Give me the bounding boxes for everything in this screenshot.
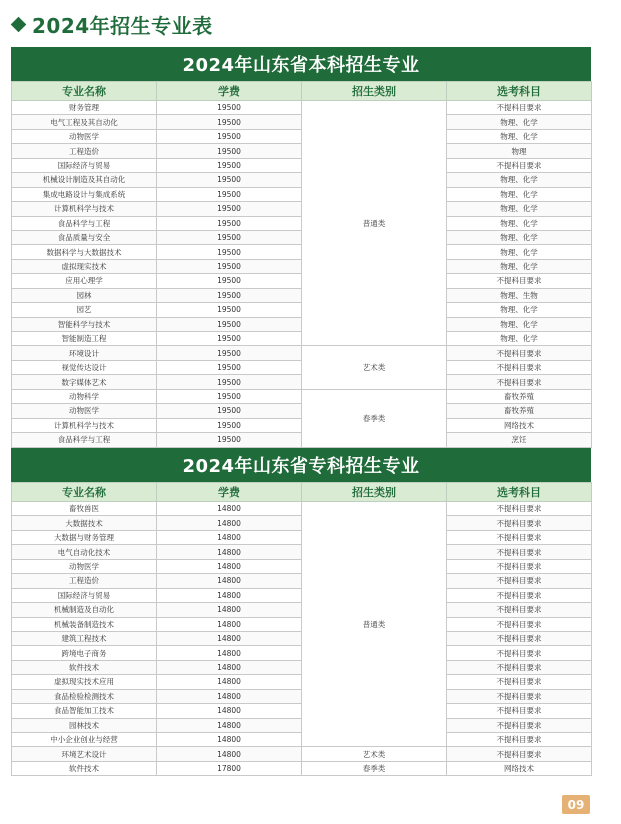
tuition-cell: 14800	[157, 617, 302, 631]
major-cell: 环境设计	[12, 346, 157, 360]
subjects-cell: 不提科目要求	[447, 574, 592, 588]
subjects-cell: 物理、化学	[447, 317, 592, 331]
major-cell: 电气自动化技术	[12, 545, 157, 559]
subjects-cell: 不提科目要求	[447, 516, 592, 530]
major-cell: 食品智能加工技术	[12, 704, 157, 718]
tuition-cell: 19500	[157, 288, 302, 302]
subjects-cell: 网络技术	[447, 761, 592, 775]
major-cell: 动物医学	[12, 129, 157, 143]
tuition-cell: 14800	[157, 545, 302, 559]
header-tuition: 学费	[157, 82, 302, 101]
category-cell: 春季类	[302, 389, 447, 447]
major-cell: 动物医学	[12, 559, 157, 573]
header-category: 招生类别	[302, 82, 447, 101]
subjects-cell: 不提科目要求	[447, 675, 592, 689]
major-cell: 数字媒体艺术	[12, 375, 157, 389]
category-cell: 艺术类	[302, 747, 447, 761]
major-cell: 食品科学与工程	[12, 433, 157, 447]
tuition-cell: 19500	[157, 158, 302, 172]
undergrad-section	[11, 47, 591, 448]
subjects-cell: 物理、化学	[447, 129, 592, 143]
subjects-cell: 不提科目要求	[447, 274, 592, 288]
tuition-cell: 19500	[157, 418, 302, 432]
tuition-cell: 19500	[157, 245, 302, 259]
tuition-cell: 14800	[157, 530, 302, 544]
subjects-cell: 物理、化学	[447, 173, 592, 187]
subjects-cell: 不提科目要求	[447, 704, 592, 718]
category-cell: 春季类	[302, 761, 447, 775]
tuition-cell: 14800	[157, 502, 302, 516]
tuition-cell: 19500	[157, 274, 302, 288]
junior-section	[11, 448, 591, 776]
subjects-cell: 物理、化学	[447, 245, 592, 259]
tuition-cell: 19500	[157, 404, 302, 418]
subjects-cell: 物理、化学	[447, 216, 592, 230]
major-cell: 国际经济与贸易	[12, 158, 157, 172]
tuition-cell: 14800	[157, 675, 302, 689]
subjects-cell: 物理、化学	[447, 259, 592, 273]
subjects-cell: 不提科目要求	[447, 588, 592, 602]
table-header-row	[12, 483, 592, 502]
page-title: 2024年招生专业表	[32, 13, 213, 38]
tuition-cell: 19500	[157, 115, 302, 129]
page-heading	[10, 10, 213, 38]
subjects-cell: 不提科目要求	[447, 733, 592, 747]
tuition-cell: 14800	[157, 733, 302, 747]
major-cell: 电气工程及其自动化	[12, 115, 157, 129]
tuition-cell: 17800	[157, 761, 302, 775]
undergrad-banner: 2024年山东省本科招生专业	[11, 47, 591, 81]
major-cell: 机械装备制造技术	[12, 617, 157, 631]
major-cell: 软件技术	[12, 761, 157, 775]
tuition-cell: 14800	[157, 646, 302, 660]
subjects-cell: 网络技术	[447, 418, 592, 432]
major-cell: 食品质量与安全	[12, 230, 157, 244]
subjects-cell: 物理、化学	[447, 187, 592, 201]
tuition-cell: 19500	[157, 389, 302, 403]
subjects-cell: 物理、化学	[447, 202, 592, 216]
major-cell: 视觉传达设计	[12, 360, 157, 374]
subjects-cell: 不提科目要求	[447, 502, 592, 516]
tuition-cell: 14800	[157, 689, 302, 703]
major-cell: 环境艺术设计	[12, 747, 157, 761]
diamond-icon	[11, 16, 27, 32]
major-cell: 应用心理学	[12, 274, 157, 288]
subjects-cell: 不提科目要求	[447, 747, 592, 761]
table-header-row	[12, 82, 592, 101]
junior-table	[11, 482, 592, 776]
header-subjects: 选考科目	[447, 82, 592, 101]
subjects-cell: 不提科目要求	[447, 545, 592, 559]
subjects-cell: 不提科目要求	[447, 101, 592, 115]
tuition-cell: 19500	[157, 259, 302, 273]
major-cell: 虚拟现实技术应用	[12, 675, 157, 689]
category-cell: 艺术类	[302, 346, 447, 389]
subjects-cell: 不提科目要求	[447, 603, 592, 617]
major-cell: 软件技术	[12, 660, 157, 674]
major-cell: 财务管理	[12, 101, 157, 115]
major-cell: 计算机科学与技术	[12, 418, 157, 432]
undergrad-body	[12, 101, 592, 448]
major-cell: 中小企业创业与经营	[12, 733, 157, 747]
subjects-cell: 物理、化学	[447, 332, 592, 346]
undergrad-table	[11, 81, 592, 448]
tuition-cell: 19500	[157, 173, 302, 187]
subjects-cell: 不提科目要求	[447, 158, 592, 172]
major-cell: 建筑工程技术	[12, 631, 157, 645]
subjects-cell: 不提科目要求	[447, 360, 592, 374]
tuition-cell: 19500	[157, 187, 302, 201]
major-cell: 机械设计制造及其自动化	[12, 173, 157, 187]
subjects-cell: 物理	[447, 144, 592, 158]
major-cell: 大数据技术	[12, 516, 157, 530]
tuition-cell: 14800	[157, 704, 302, 718]
major-cell: 数据科学与大数据技术	[12, 245, 157, 259]
header-major: 专业名称	[12, 483, 157, 502]
subjects-cell: 烹饪	[447, 433, 592, 447]
table-row	[12, 747, 592, 761]
tuition-cell: 14800	[157, 718, 302, 732]
tuition-cell: 19500	[157, 375, 302, 389]
major-cell: 跨境电子商务	[12, 646, 157, 660]
subjects-cell: 不提科目要求	[447, 346, 592, 360]
junior-banner: 2024年山东省专科招生专业	[11, 448, 591, 482]
tuition-cell: 14800	[157, 747, 302, 761]
subjects-cell: 不提科目要求	[447, 631, 592, 645]
tuition-cell: 19500	[157, 346, 302, 360]
major-cell: 园林	[12, 288, 157, 302]
tuition-cell: 14800	[157, 574, 302, 588]
tuition-cell: 19500	[157, 317, 302, 331]
subjects-cell: 畜牧养殖	[447, 389, 592, 403]
subjects-cell: 不提科目要求	[447, 646, 592, 660]
tuition-cell: 14800	[157, 603, 302, 617]
subjects-cell: 不提科目要求	[447, 617, 592, 631]
subjects-cell: 物理、生物	[447, 288, 592, 302]
header-subjects: 选考科目	[447, 483, 592, 502]
category-cell: 普通类	[302, 502, 447, 747]
header-category: 招生类别	[302, 483, 447, 502]
major-cell: 大数据与财务管理	[12, 530, 157, 544]
subjects-cell: 物理、化学	[447, 230, 592, 244]
tuition-cell: 19500	[157, 360, 302, 374]
major-cell: 集成电路设计与集成系统	[12, 187, 157, 201]
page-number: 09	[562, 795, 590, 814]
major-cell: 国际经济与贸易	[12, 588, 157, 602]
major-cell: 园艺	[12, 303, 157, 317]
junior-body	[12, 502, 592, 776]
tuition-cell: 19500	[157, 433, 302, 447]
tuition-cell: 14800	[157, 588, 302, 602]
table-row	[12, 389, 592, 403]
major-cell: 食品科学与工程	[12, 216, 157, 230]
tuition-cell: 19500	[157, 332, 302, 346]
subjects-cell: 不提科目要求	[447, 530, 592, 544]
major-cell: 畜牧兽医	[12, 502, 157, 516]
tuition-cell: 14800	[157, 516, 302, 530]
tuition-cell: 19500	[157, 303, 302, 317]
tuition-cell: 19500	[157, 202, 302, 216]
tuition-cell: 14800	[157, 559, 302, 573]
subjects-cell: 物理、化学	[447, 303, 592, 317]
major-cell: 虚拟现实技术	[12, 259, 157, 273]
major-cell: 园林技术	[12, 718, 157, 732]
major-cell: 食品检验检测技术	[12, 689, 157, 703]
table-row	[12, 761, 592, 775]
header-tuition: 学费	[157, 483, 302, 502]
major-cell: 智能科学与技术	[12, 317, 157, 331]
tuition-cell: 14800	[157, 631, 302, 645]
header-major: 专业名称	[12, 82, 157, 101]
major-cell: 动物医学	[12, 404, 157, 418]
major-cell: 工程造价	[12, 144, 157, 158]
subjects-cell: 物理、化学	[447, 115, 592, 129]
subjects-cell: 不提科目要求	[447, 689, 592, 703]
tuition-cell: 19500	[157, 230, 302, 244]
major-cell: 机械制造及自动化	[12, 603, 157, 617]
subjects-cell: 畜牧养殖	[447, 404, 592, 418]
table-row	[12, 101, 592, 115]
major-cell: 智能制造工程	[12, 332, 157, 346]
subjects-cell: 不提科目要求	[447, 660, 592, 674]
tuition-cell: 19500	[157, 129, 302, 143]
tuition-cell: 14800	[157, 660, 302, 674]
tuition-cell: 19500	[157, 216, 302, 230]
major-cell: 计算机科学与技术	[12, 202, 157, 216]
subjects-cell: 不提科目要求	[447, 718, 592, 732]
tuition-cell: 19500	[157, 144, 302, 158]
major-cell: 工程造价	[12, 574, 157, 588]
subjects-cell: 不提科目要求	[447, 559, 592, 573]
major-cell: 动物科学	[12, 389, 157, 403]
tuition-cell: 19500	[157, 101, 302, 115]
table-row	[12, 346, 592, 360]
subjects-cell: 不提科目要求	[447, 375, 592, 389]
category-cell: 普通类	[302, 101, 447, 346]
table-row	[12, 502, 592, 516]
